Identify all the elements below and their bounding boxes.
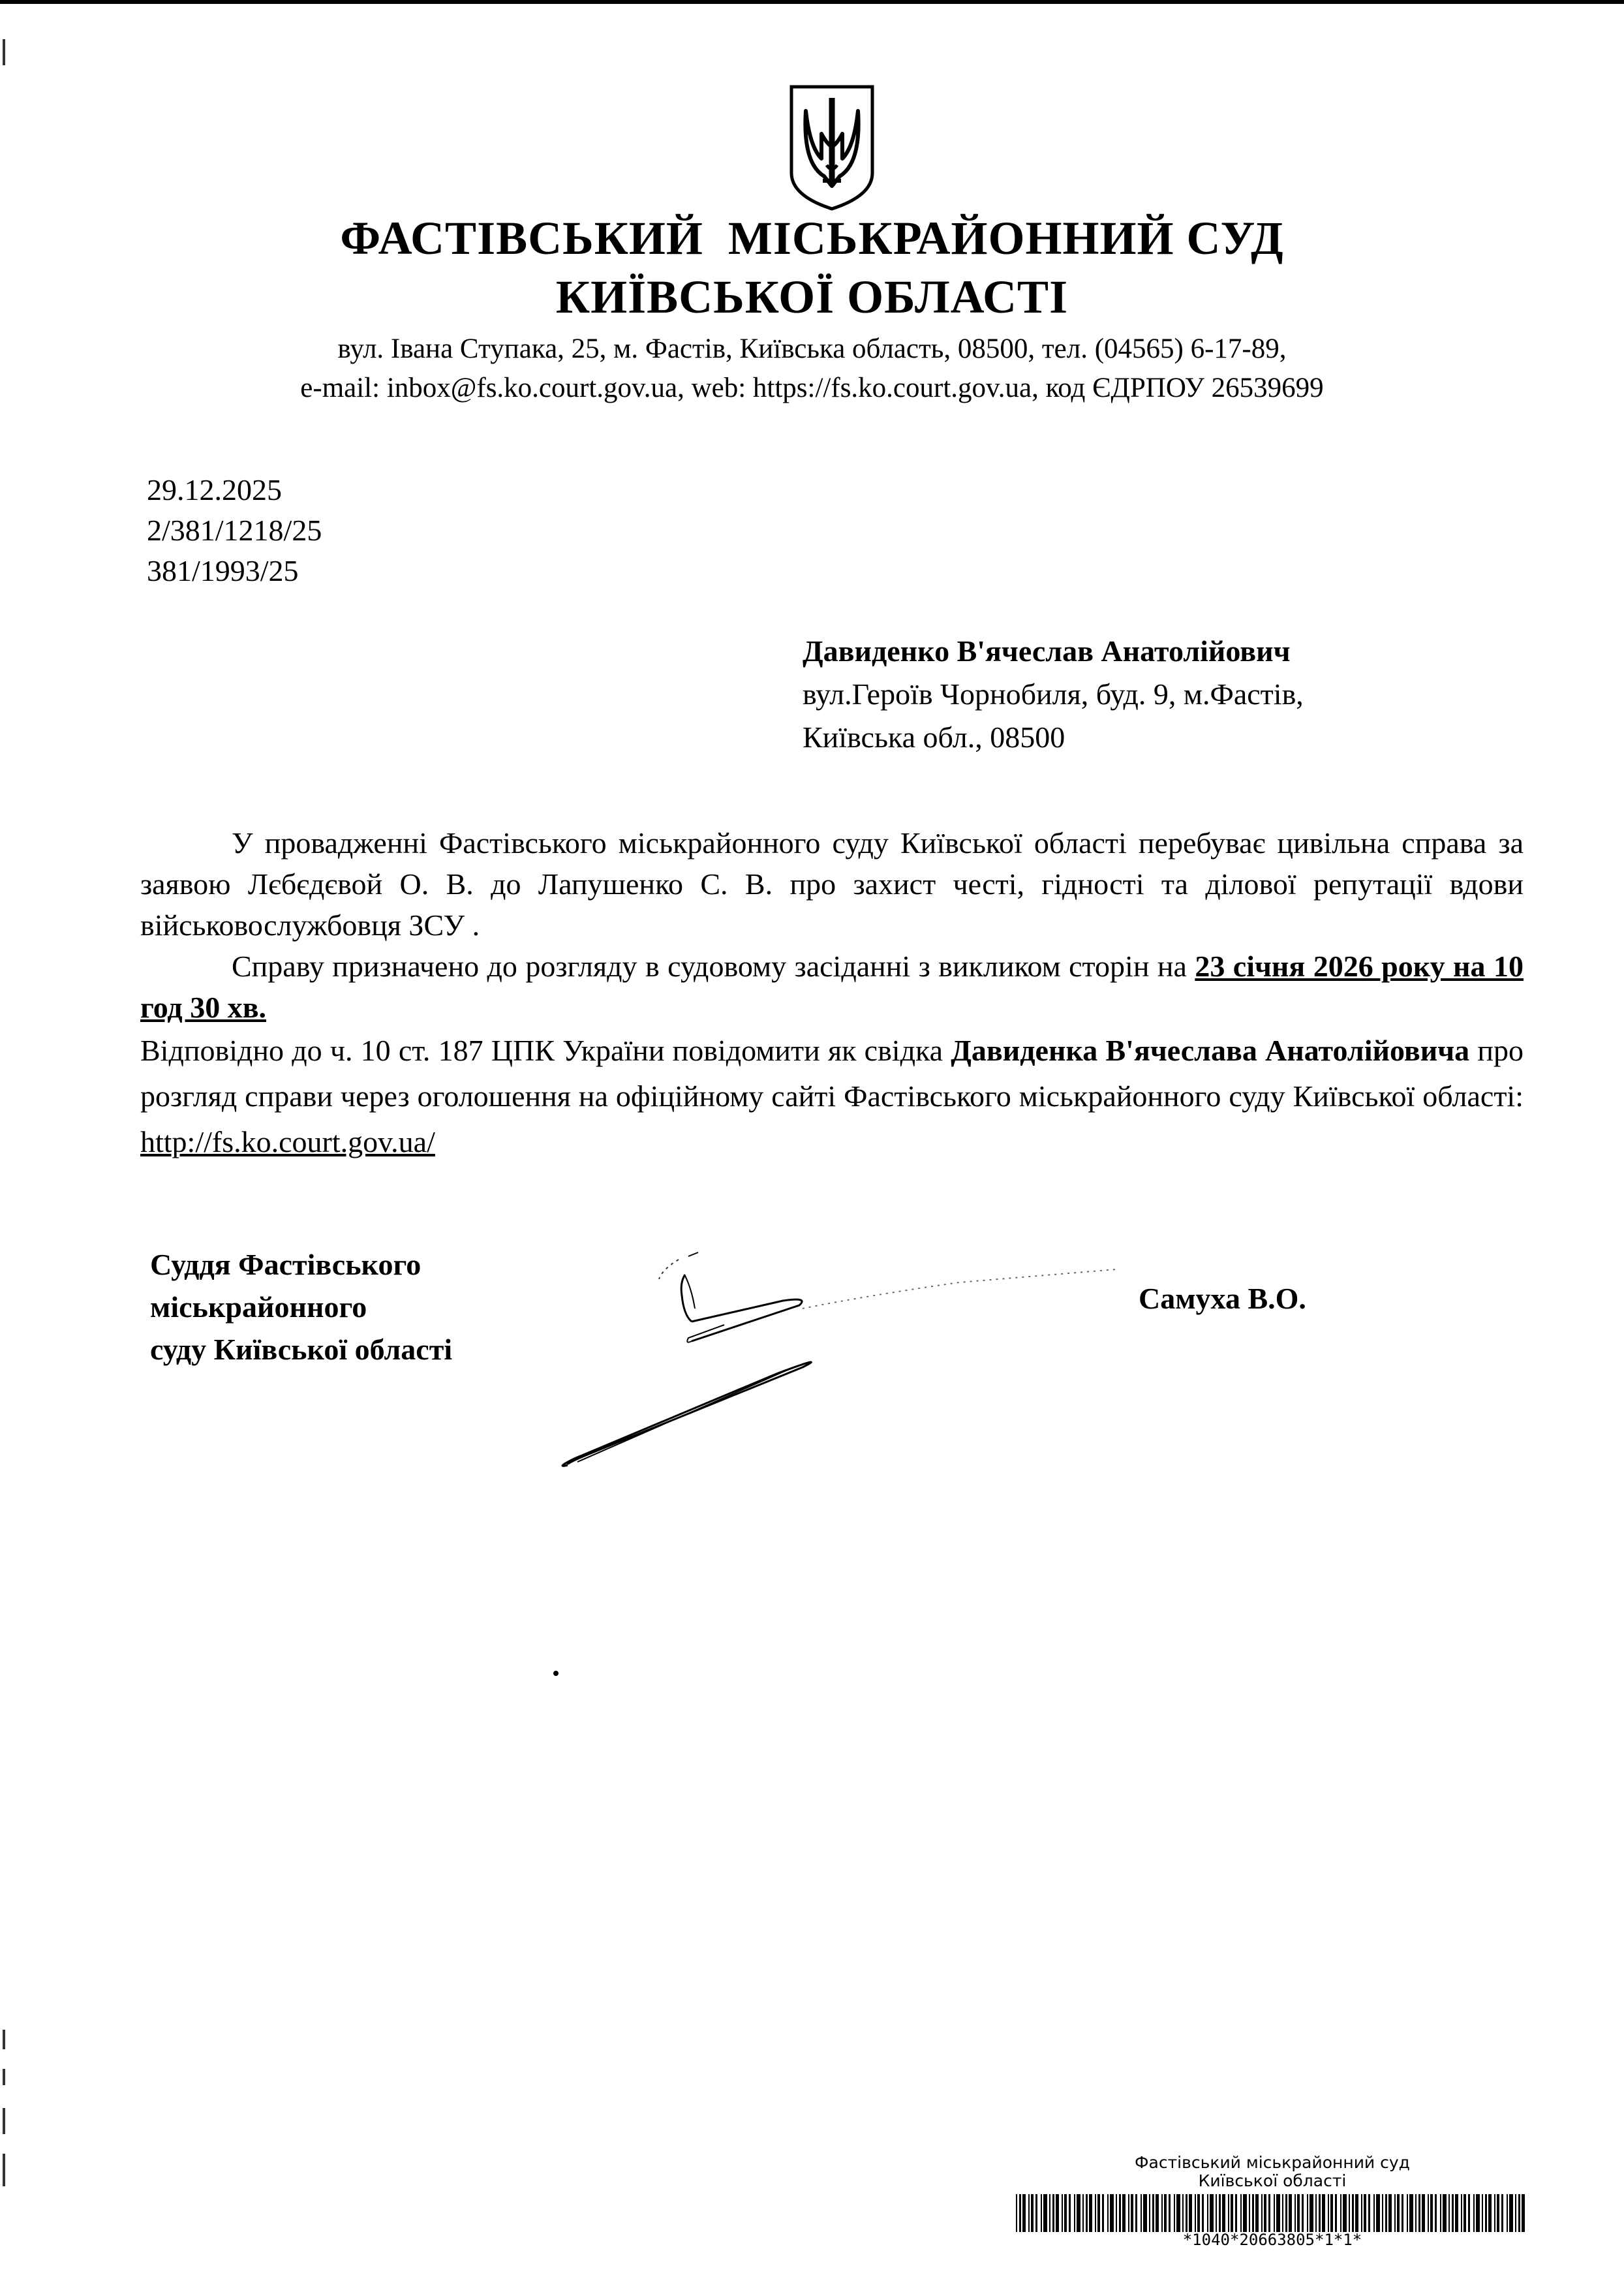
document-date: 29.12.2025 <box>147 473 282 506</box>
scan-edge-mark <box>3 2154 5 2186</box>
barcode-number: *1040*20663805*1*1* <box>1182 2231 1362 2249</box>
barcode <box>1015 2194 1530 2232</box>
court-address <box>0 330 1624 408</box>
recipient-name: Давиденко В'ячеслав Анатолійович <box>803 634 1291 668</box>
scan-edge-mark <box>3 2069 5 2085</box>
witness-text-end: про розгляд справи через оголошення на офіційному сайті Фастівського міськрайонного суду Київської області: <box>140 1034 1524 1113</box>
court-contacts-line: e-mail: inbox@fs.ko.court.gov.ua, web: https://fs.ko.court.gov.ua, код ЄДРПОУ 26539699 <box>300 373 1324 403</box>
judge-title-line1: Суддя Фастівського <box>150 1248 421 1281</box>
witness-text-start: Відповідно до ч. 10 ст. 187 ЦПК України повідомити як свідка <box>140 1034 951 1067</box>
recipient-address-line2: Київська обл., 08500 <box>803 721 1065 754</box>
court-name-line2: КИЇВСЬКОЇ ОБЛАСТІ <box>555 271 1069 323</box>
recipient-address-line1: вул.Героїв Чорнобиля, буд. 9, м.Фастів, <box>803 677 1304 711</box>
trident-emblem-icon <box>786 82 878 212</box>
document-references <box>147 470 322 591</box>
judge-title-line2: міськрайонного <box>150 1290 367 1324</box>
stamp-line2: Київської області <box>1198 2171 1347 2190</box>
court-address-line1: вул. Івана Ступака, 25, м. Фастів, Київська область, 08500, тел. (04565) 6-17-89, <box>337 333 1287 364</box>
handwritten-signature <box>529 1243 1174 1478</box>
court-website-link[interactable]: http://fs.ko.court.gov.ua/ <box>140 1125 435 1158</box>
judge-name: Самуха В.О. <box>1139 1282 1306 1315</box>
witness-name: Давиденка В'ячеслава Анатолійовича <box>951 1034 1470 1067</box>
notice-body <box>140 822 1524 1165</box>
notice-paragraph-witness <box>140 1028 1524 1165</box>
scan-edge-mark <box>3 2030 5 2049</box>
court-name <box>0 209 1624 326</box>
court-name-line1: ФАСТІВСЬКИЙ МІСЬКРАЙОННИЙ СУД <box>340 212 1284 264</box>
case-number: 381/1993/25 <box>147 554 299 587</box>
judge-title-line3: суду Київської області <box>150 1333 453 1366</box>
outgoing-number: 2/381/1218/25 <box>147 514 322 547</box>
scan-edge-mark <box>3 2108 5 2134</box>
hearing-datetime: 23 січня 2026 року на 10 год 30 хв. <box>140 950 1524 1024</box>
scan-speck <box>553 1671 559 1676</box>
registration-stamp <box>1015 2154 1530 2190</box>
notice-paragraph-hearing <box>140 946 1524 1028</box>
scan-edge-mark <box>3 39 5 65</box>
hearing-text: Справу призначено до розгляду в судовому засіданні з викликом сторін на <box>232 950 1195 983</box>
scan-edge-top <box>0 0 1624 4</box>
stamp-line1: Фастівський міськрайонний суд <box>1135 2153 1410 2172</box>
recipient-block <box>803 630 1304 759</box>
notice-paragraph-case: У провадженні Фастівського міськрайонного суду Київської області перебуває цивільна справа за заявою Лєбєдєвой О. В. до Лапушенко С. В. про захист честі, гідності та ділової репутації вдови військовослужбовця ЗСУ . <box>140 826 1524 942</box>
judge-title <box>150 1243 452 1371</box>
